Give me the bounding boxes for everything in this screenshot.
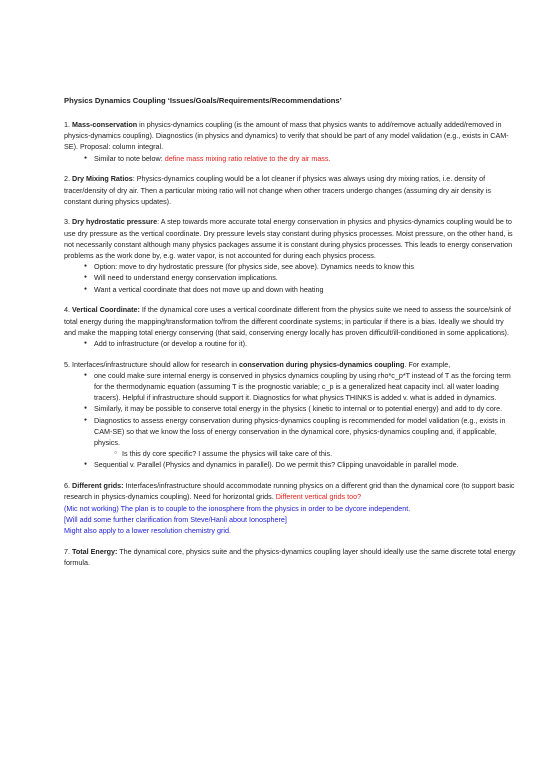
section-6-number: 6. — [64, 481, 72, 491]
section-1-mass-conservation — [64, 119, 516, 164]
section-5-heading: conservation during physics-dynamics coupling — [238, 359, 405, 369]
section-5-bullets — [64, 370, 516, 471]
section-6-different-grids — [64, 480, 516, 536]
bullet-item: ● Want a vertical coordinate that does not move up and down with heating — [64, 284, 516, 295]
section-2-body: : Physics-dynamics coupling would be a lot cleaner if physics was always using dry mixing ratios, i.e. density of tracer/density of dry air. Then a particular mixing ratio will not change when other tracers undergo changes (assuming dry air density is constant during physics updates). — [64, 174, 491, 206]
sub-bullet-item: ○ Is this dy core specific? I assume the physics will take care of this. — [64, 448, 516, 459]
section-3-body: : A step towards more accurate total energy conservation in physics and physics-dynamics coupling would be to use dry pressure as the vertical coordinate. Dry pressure levels stay constant during physics processes. Moist pressure, on the other hand, is not necessarily constant although many physics packages assume it is constant during physics processes. This leads to energy conservation problems as the work done by, e.g. water vapor, is not accounted for during each physics process. — [64, 217, 513, 261]
section-4-paragraph — [64, 304, 516, 338]
section-4-number: 4. — [64, 305, 72, 315]
section-1-body: in physics-dynamics coupling (is the amount of mass that physics wants to add/remove actually added/removed in physics-dynamics coupling). Diagnostics (in physics and dynamics) to verify that should be part of any model validation (e.g., exists in CAM-SE). Proposal: column integral. — [64, 120, 509, 152]
section-1-number: 1. — [64, 120, 72, 129]
section-4-body: If the dynamical core uses a vertical coordinate different from the physics suite we need to assess the source/sink of total energy during the mapping/transformation to/from the different coordinate systems; in particular if there is a bias. Ideally we should try and make the mapping total energy conserving (that said, conserving energy locally has proven difficult/ill-conditioned in some applications). — [64, 305, 511, 337]
bullet-item: ● Will need to understand energy conservation implications. — [64, 272, 516, 283]
section-2-paragraph — [64, 173, 516, 207]
section-3-dry-hydrostatic-pressure — [64, 216, 516, 294]
blue-comment: (Mic not working) The plan is to couple to the ionosphere from the physics in order to be dycore independent. — [64, 503, 411, 513]
section-7-heading: Total Energy: — [72, 546, 118, 556]
section-2-dry-mixing-ratios — [64, 173, 516, 207]
section-4-bullets — [64, 338, 516, 349]
bullet-item: ● Option: move to dry hydrostatic pressure (for physics side, see above). Dynamics needs to know this — [64, 261, 516, 272]
section-2-number: 2. — [64, 174, 72, 184]
section-2-heading: Dry Mixing Ratios — [72, 174, 133, 184]
section-5-conservation-research — [64, 359, 516, 471]
section-4-heading: Vertical Coordinate: — [72, 305, 140, 315]
document-title: Physics Dynamics Coupling ‘Issues/Goals/Requirements/Recommendations’ — [64, 96, 342, 105]
bullet-item: ● Diagnostics to assess energy conservation during physics-dynamics coupling is recommended for model validation (e.g., exists in CAM-SE) so that we know the loss of energy conservation in the dynamical core, physics-dynamics coupling and, if applicable, physics. — [64, 415, 516, 449]
bullet-text: Similar to note below: — [94, 153, 165, 163]
blue-comment: Might also apply to a lower resolution chemistry grid. — [64, 526, 231, 535]
bullet-item: ● Add to infrastructure (or develop a routine for it). — [64, 338, 516, 349]
section-6-paragraph — [64, 480, 516, 502]
section-7-number: 7. — [64, 546, 72, 556]
section-1-heading: Mass-conservation — [72, 120, 138, 129]
section-4-vertical-coordinate — [64, 304, 516, 349]
section-1-paragraph — [64, 119, 516, 153]
blue-comment: [Will add some further clarification from Steve/Hanli about Ionosphere] — [64, 514, 287, 524]
section-3-bullets — [64, 261, 516, 295]
section-7-paragraph — [64, 546, 516, 568]
section-6-body: Interfaces/infrastructure should accommodate running physics on a different grid than the dynamical core (to support basic research in physics-dynamics coupling). Need for horizontal grids. — [64, 481, 515, 502]
bullet-item — [64, 153, 516, 164]
section-7-body: The dynamical core, physics suite and the physics-dynamics coupling layer should ideally use the same discrete total energy formula. — [64, 546, 516, 567]
bullet-item: ● one could make sure internal energy is conserved in physics dynamics coupling by using rho*c_p*T instead of T as the forcing term for the thermodynamic equation (assuming T is the prognostic variable; c_p is a generalized heat capacity incl. all water loading tracers). Helpful if infrastructure should support it. Diagnostics for what physics THINKS is added v. what is added in dynamics. — [64, 370, 516, 404]
bullet-item: ● Similarly, it may be possible to conserve total energy in the physics ( kinetic to internal or to potential energy) and add to dy core. — [64, 403, 516, 414]
red-note: define mass mixing ratio relative to the dry air mass. — [164, 153, 331, 163]
red-note: Different vertical grids too? — [275, 492, 362, 502]
section-3-number: 3. — [64, 217, 72, 227]
section-1-bullets — [64, 153, 516, 164]
section-5-intro: 5. Interfaces/infrastructure should allow for research in — [64, 359, 239, 369]
section-6-heading: Different grids: — [72, 481, 124, 491]
section-7-total-energy — [64, 546, 516, 568]
section-3-paragraph — [64, 216, 516, 261]
section-3-heading: Dry hydrostatic pressure — [72, 217, 158, 227]
section-5-paragraph — [64, 359, 516, 370]
bullet-item: ● Sequential v. Parallel (Physics and dynamics in parallel). Do we permit this? Clipping unavoidable in parallel mode. — [64, 459, 516, 470]
section-5-tail: . For example, — [404, 359, 451, 369]
